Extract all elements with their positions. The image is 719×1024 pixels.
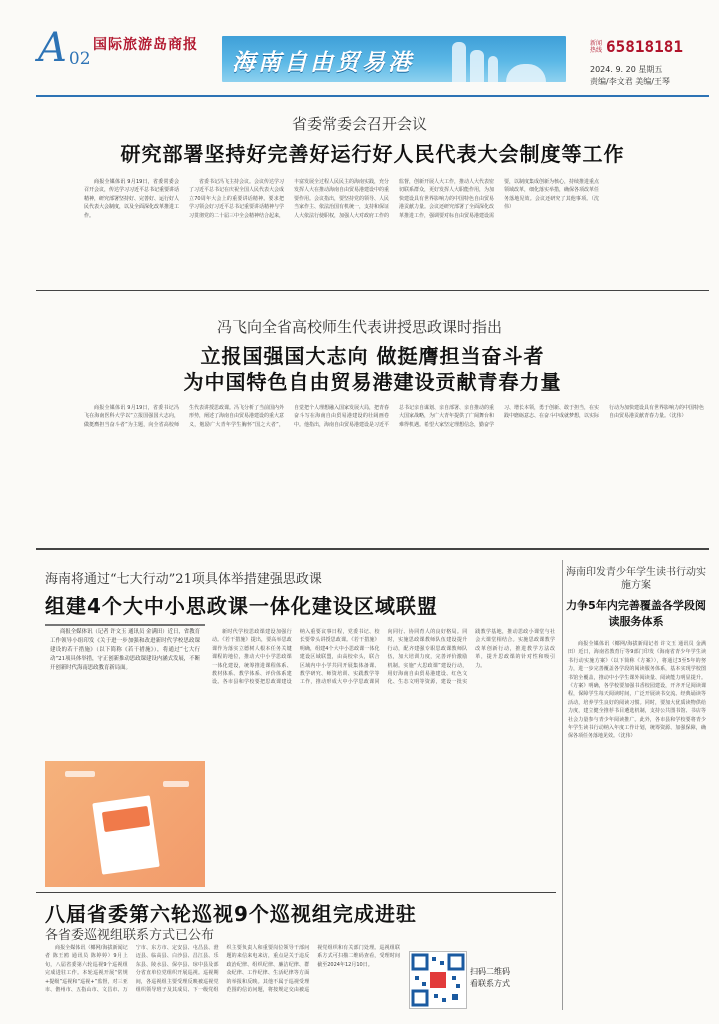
banner-title: 海南自由贸易港 bbox=[232, 49, 414, 76]
sidebar-kicker: 海南印发青少年学生读书行动实施方案 bbox=[566, 567, 706, 591]
article3-lead-text: 商报全媒体讯（记者 许文玉 通讯员 金满田）近日，省教育工作领导小组印发《关于进一步加强和改进新时代学校思政课建设的若干措施》（以下简称《若干措施》），将通过“七大行动”21项具体举措，守正创新推动思政课建设内涵式发展，不断开创新时代海南思政教育新局面。 bbox=[50, 629, 200, 671]
building-graphic bbox=[506, 64, 546, 82]
cloud-graphic bbox=[65, 771, 95, 777]
article1-text: 省委书记冯飞主持会议。会议传达学习了习近平总书记在庆祝全国人民代表大会成立70周年大会上的重要讲话精神。要求把学习领会好习近平总书记重要讲话精神与学习贯彻党的二十届三中全会精神结合起来，丰富发展全过程人民民主的海南实践，充分发挥人大在推动海南自由贸易港建设中的重要作用。会议指出，要坚持党的领导、人民当家作主、依法治国有机统一，支持和保证人大依法行使职权，加强人大对政府工作的监督，创新开展人大工作，推动人大代表密切联系群众，更好发挥人大职能作用，为加快建设具有世界影响力的中国特色自由贸易港贡献力量。会议还研究部署了全面深化改革推进工作，强调要对标自由贸易港建设需要，以制度集成创新为核心，持续推进重点领域改革，细化落实举措，确保各项改革任务落地见效。会议还研究了其他事项。（沈伟） bbox=[189, 179, 600, 219]
article2-headline-1: 立报国强国大志向 做挺膺担当奋斗者 bbox=[200, 344, 545, 368]
page-number bbox=[38, 25, 91, 71]
editors: 责编/李文君 美编/王琴 bbox=[590, 77, 670, 86]
thought-politics-photo bbox=[45, 761, 205, 887]
column-divider bbox=[562, 560, 563, 1010]
building-graphic bbox=[452, 42, 466, 82]
article4-text: 商报全媒体讯（椰网/海拔新闻记者 陈王鸥 通讯员 陈婷婷）9月上旬，八届省委第六轮巡视9个巡视组完成进驻工作。本轮巡视开展“常规+提级”巡视和“巡视+”监督，对三亚市、儋州市、五指山市、文昌市、万宁市、东方市、定安县、屯昌县、澄迈县、临高县、白沙县、昌江县、乐东县、陵水县、保亭县、琼中县及部分省直单位党组织开展巡视。巡视期间，各巡视组主要受理反映被巡视党组织领导班子及其成员、下一级党组织主要负责人和重要岗位领导干部问题的来信来电来访，重点是关于违反政治纪律、组织纪律、廉洁纪律、群众纪律、工作纪律、生活纪律等方面的举报和反映。其他不属于巡视受理范围的信访问题，将按规定交由被巡视党组织和有关部门处理。巡视组联系方式可扫描二维码查看，受理时间截至2024年12月10日。 bbox=[45, 945, 400, 994]
divider bbox=[36, 892, 556, 893]
qr-label-line-1: 扫码二维码 bbox=[470, 967, 510, 976]
lead-rule bbox=[45, 624, 205, 626]
page-letter: A bbox=[38, 25, 67, 71]
page-num: 02 bbox=[68, 49, 91, 69]
article4-headline: 八届省委第六轮巡视9个巡视组完成进驻 bbox=[45, 902, 417, 926]
sidebar-headline: 力争5年内完善覆盖各学段阅读服务体系 bbox=[566, 599, 706, 628]
hotline-number: 65818181 bbox=[606, 37, 684, 56]
article1-headline: 研究部署坚持好完善好运行好人民代表大会制度等工作 bbox=[120, 142, 625, 166]
qr-code[interactable] bbox=[409, 951, 467, 1009]
article3-body bbox=[212, 628, 555, 884]
qr-code-graphic bbox=[410, 952, 466, 1008]
article1-kicker: 省委常委会召开会议 bbox=[291, 115, 427, 133]
article1-body bbox=[84, 178, 704, 283]
divider bbox=[36, 548, 709, 550]
book-graphic bbox=[92, 795, 159, 874]
paper-name: 国际旅游岛商报 bbox=[93, 37, 198, 53]
article2-kicker: 冯飞向全省高校师生代表讲授思政课时指出 bbox=[216, 318, 502, 336]
article2-headline-2: 为中国特色自由贸易港建设贡献青春力量 bbox=[183, 370, 562, 394]
article3-headline: 组建4个大中小思政课一体化建设区域联盟 bbox=[45, 594, 438, 618]
paper-logo bbox=[93, 34, 203, 60]
section-banner bbox=[222, 36, 566, 82]
qr-label bbox=[470, 966, 510, 990]
article2-text: 商报全媒体讯 9月19日，省委书记冯飞在海南医科大学以“立报国强国大志向，做挺膺担当奋斗者”为主题，向全省高校师生代表讲授思政课。冯飞分析了当前国内外形势，阐述了海南自由贸易港建设的重大意义，勉励广大青年学生胸怀“国之大者”，自觉把个人理想融入国家发展大局，把青春奋斗写在海南自由贸易港建设的壮阔画卷中。他指出，海南自由贸易港建设是习近平总书记亲自谋划、亲自部署、亲自推动的重大国家战略，为广大青年提供了广阔舞台和难得机遇。希望大家坚定理想信念，勤奋学习、增长本领，勇于创新、敢于担当，在实践中磨砺意志、在奋斗中成就梦想，以实际行动为加快建设具有世界影响力的中国特色自由贸易港贡献青春力量。（沈伟） bbox=[84, 405, 704, 428]
hotline-label: 新闻热线 bbox=[590, 40, 603, 54]
divider bbox=[36, 290, 709, 291]
article2-body bbox=[84, 404, 704, 544]
building-graphic bbox=[470, 50, 484, 82]
issue-date: 2024. 9. 20 星期五 bbox=[590, 65, 663, 74]
article1-byline: 商报全媒体讯 9月19日，省委常委会召开会议，传达学习习近平总书记重要讲话精神，研究部署坚持好、完善好、运行好人民代表大会制度，以及全面深化改革推进工作。 bbox=[84, 179, 180, 219]
article4-subhead: 各省委巡视组联系方式已公布 bbox=[45, 928, 215, 943]
building-graphic bbox=[488, 56, 498, 82]
cloud-graphic bbox=[163, 781, 189, 787]
article3-text: 新时代学校思政课建设加强行动。《若干措施》提出，要高举思政课作为落实立德树人根本任务关键课程的地位，推动大中小学思政课一体化建设，统筹推进课程体系、教材体系、教学体系、评价体系建设。各市县和学校要把思政课建设纳入重要议事日程，党委书记、校长要带头讲授思政课。《若干措施》明确，组建4个大中小思政课一体化建设区域联盟，由高校牵头，联合区域内中小学共同开展集体备课、教学研究、师资培训、实践教学等工作，推动形成大中小学思政课同向同行、协同育人的良好格局。同时，实施思政课教师队伍建设提升行动，配齐建强专职思政课教师队伍，加大培训力度，完善评价激励机制。实施“大思政课”建设行动，用好海南自由贸易港建设、红色文化、生态文明等资源，建设一批实践教学基地，推动思政小课堂与社会大课堂相结合。实施思政课教学改革创新行动，推进教学方法改革，提升思政课的针对性和吸引力。 bbox=[212, 629, 555, 686]
article3-kicker: 海南将通过“七大行动”21项具体举措建强思政课 bbox=[45, 572, 322, 587]
article4-body bbox=[45, 944, 400, 1020]
qr-label-line-2: 看联系方式 bbox=[470, 979, 510, 988]
sidebar-text: 商报全媒体讯（椰网/海拔新闻记者 许文玉 通讯员 金满田）近日，海南省教育厅等9部门印发《海南省青少年学生读书行动实施方案》（以下简称《方案》），将通过3至5年的努力，进一步完善覆盖各学段的阅读服务体系，基本实现学校图书馆全覆盖，推动中小学生课外阅读量、阅读能力明显提升。《方案》明确，各学校要加强书香校园建设，开齐开足阅读课程，保障学生每天阅读时间，广泛开展读书交流、经典诵读等活动，培养学生良好的阅读习惯。同时，要加大优质读物供给力度，建立健全推荐书目遴选机制，支持公共图书馆、书店等社会力量参与青少年阅读推广。此外，各市县和学校要将青少年学生读书行动纳入年度工作计划，统筹资源、加强保障，确保各项任务落地见效。（沈伟） bbox=[568, 641, 706, 740]
masthead-rule bbox=[36, 95, 709, 97]
sidebar-body bbox=[568, 640, 706, 1010]
article3-lead bbox=[50, 628, 200, 758]
